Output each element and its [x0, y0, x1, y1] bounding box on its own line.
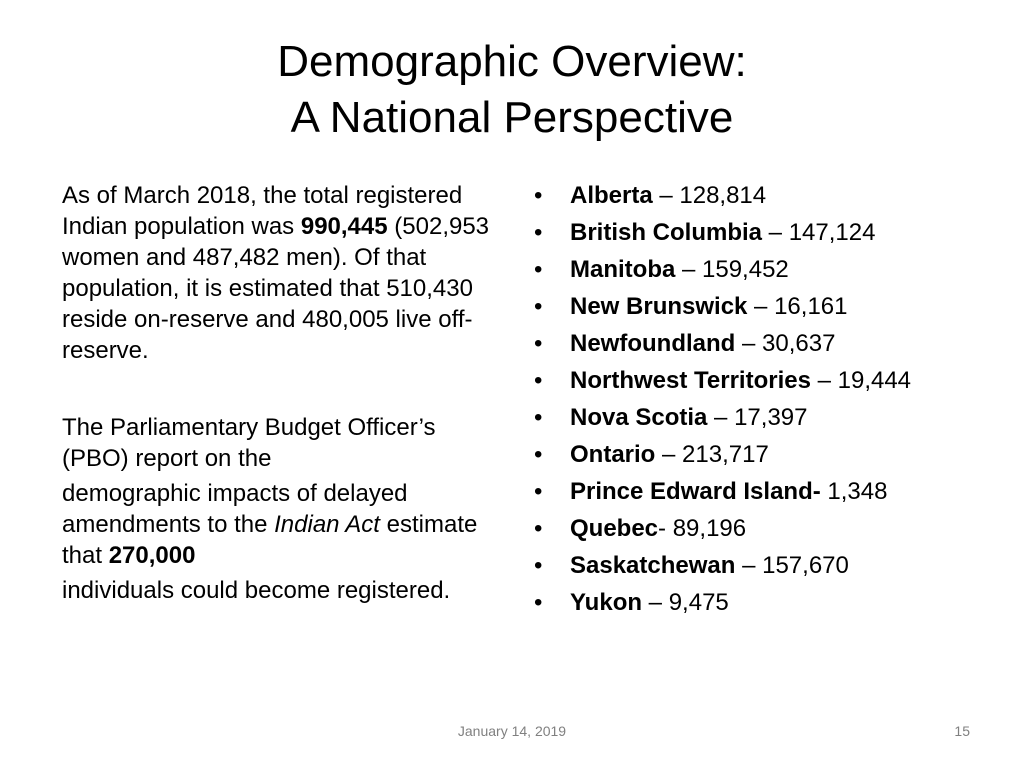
- province-separator: –: [655, 441, 683, 468]
- bullet-icon: •: [534, 404, 543, 431]
- province-list-item: [530, 328, 970, 359]
- province-list-item: [530, 402, 970, 433]
- province-list-item: [530, 365, 970, 396]
- bullet-icon: •: [534, 182, 543, 209]
- total-population-value: 990,445: [300, 213, 388, 240]
- province-name: Yukon: [570, 589, 643, 616]
- province-separator: –: [762, 219, 789, 246]
- province-population-value: 159,452: [702, 256, 789, 283]
- province-list: [530, 180, 970, 618]
- province-population-value: 19,444: [837, 367, 912, 394]
- province-population-value: 89,196: [672, 515, 747, 542]
- province-name: Saskatchewan: [570, 552, 736, 579]
- province-population-value: 16,161: [774, 293, 848, 320]
- province-list-item: [530, 254, 970, 285]
- population-paragraph: [62, 180, 502, 366]
- bullet-icon: •: [534, 441, 543, 468]
- bullet-icon: •: [534, 478, 543, 505]
- province-name: Northwest Territories: [570, 367, 811, 394]
- province-list-item: [530, 550, 970, 581]
- province-name: Manitoba: [570, 256, 676, 283]
- population-text-c: (502,953 women and 487,482 men). Of that population, it is estimated that 510,430 reside on-reserve and 480,005 live off-reserve.: [62, 213, 490, 364]
- pbo-estimate-value: 270,000: [108, 542, 196, 569]
- province-name: Ontario: [570, 441, 656, 468]
- bullet-icon: •: [534, 515, 543, 542]
- pbo-text-b: estimate that: [62, 511, 478, 569]
- province-separator: –: [747, 293, 775, 320]
- bullet-icon: •: [534, 330, 543, 357]
- province-name: Prince Edward Island-: [570, 478, 821, 505]
- province-population-value: 213,717: [682, 441, 769, 468]
- province-list-item: [530, 476, 970, 507]
- province-list-item: [530, 439, 970, 470]
- left-text-column: [62, 180, 502, 606]
- province-name: Newfoundland: [570, 330, 736, 357]
- province-list-item: [530, 217, 970, 248]
- bullet-icon: •: [534, 552, 543, 579]
- province-separator: –: [642, 589, 669, 616]
- province-list-column: [530, 180, 970, 624]
- province-separator: –: [652, 182, 680, 209]
- province-name: Alberta: [570, 182, 653, 209]
- province-list-item: [530, 180, 970, 211]
- province-list-item: [530, 513, 970, 544]
- bullet-icon: •: [534, 589, 543, 616]
- population-text-a: As of March 2018, the total registered Indian population was: [62, 182, 463, 240]
- footer-date: January 14, 2019: [457, 723, 567, 739]
- province-list-item: [530, 291, 970, 322]
- footer-page-number: 15: [954, 723, 970, 739]
- province-population-value: 9,475: [668, 589, 729, 616]
- province-population-value: 1,348: [827, 478, 888, 505]
- province-population-value: 17,397: [734, 404, 808, 431]
- slide-title-line-1: Demographic Overview:: [277, 37, 747, 86]
- province-separator: –: [735, 330, 763, 357]
- pbo-paragraph-line-2: [62, 478, 502, 571]
- bullet-icon: •: [534, 293, 543, 320]
- province-separator: –: [675, 256, 703, 283]
- province-population-value: 157,670: [762, 552, 849, 579]
- province-name: Nova Scotia: [570, 404, 708, 431]
- pbo-paragraph-line-3: individuals could become registered.: [62, 577, 451, 604]
- province-name: New Brunswick: [570, 293, 748, 320]
- province-separator: -: [658, 515, 673, 542]
- slide-title-line-2: A National Perspective: [290, 93, 734, 142]
- province-separator: –: [735, 552, 763, 579]
- province-population-value: 147,124: [788, 219, 876, 246]
- bullet-icon: •: [534, 256, 543, 283]
- slide-title: [0, 34, 1024, 146]
- pbo-text-a: demographic impacts of delayed amendments to the: [62, 480, 408, 538]
- pbo-paragraph-line-1: The Parliamentary Budget Officer’s (PBO) report on the: [62, 414, 436, 472]
- bullet-icon: •: [534, 219, 543, 246]
- province-separator: –: [810, 367, 838, 394]
- province-population-value: 128,814: [679, 182, 767, 209]
- province-name: British Columbia: [570, 219, 763, 246]
- province-list-item: [530, 587, 970, 618]
- province-population-value: 30,637: [762, 330, 836, 357]
- province-name: Quebec: [570, 515, 659, 542]
- indian-act-text: Indian Act: [274, 511, 380, 538]
- bullet-icon: •: [534, 367, 543, 394]
- province-separator: –: [707, 404, 735, 431]
